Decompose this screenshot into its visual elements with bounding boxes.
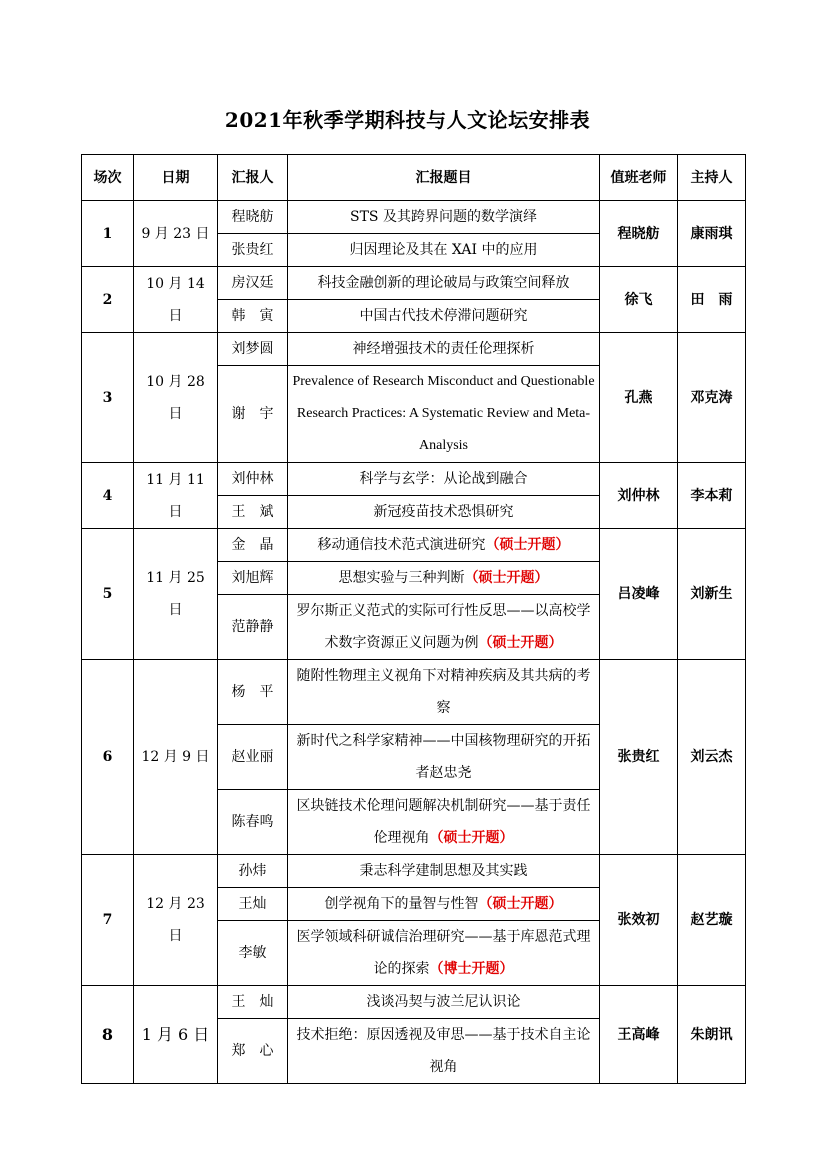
topic: Prevalence of Research Misconduct and Questionable Research Practices: A Systematic Review and Meta-Analysis (288, 366, 600, 463)
proposal-tag: （硕士开题） (478, 635, 563, 651)
table-row (82, 986, 746, 1019)
session-number: 5 (82, 529, 134, 660)
topic: 新冠疫苗技术恐惧研究 (288, 496, 600, 529)
presenter: 王 灿 (218, 986, 288, 1019)
topic: 浅谈冯契与波兰尼认识论 (288, 986, 600, 1019)
topic: 技术拒绝：原因透视及审思——基于技术自主论视角 (288, 1019, 600, 1084)
table-row (82, 267, 746, 300)
session-date: 10 月 28 日 (134, 333, 218, 463)
presenter: 王灿 (218, 888, 288, 921)
session-number: 2 (82, 267, 134, 333)
header-date: 日期 (134, 155, 218, 201)
header-topic: 汇报题目 (288, 155, 600, 201)
host: 赵艺璇 (678, 855, 746, 986)
topic: 移动通信技术范式演进研究（硕士开题） (288, 529, 600, 562)
table-row (82, 201, 746, 234)
topic: 罗尔斯正义范式的实际可行性反思——以高校学术数字资源正义问题为例（硕士开题） (288, 595, 600, 660)
presenter: 张贵红 (218, 234, 288, 267)
session-number: 6 (82, 660, 134, 855)
host: 田 雨 (678, 267, 746, 333)
page-title: 2021年秋季学期科技与人文论坛安排表 (224, 108, 591, 132)
presenter: 刘旭辉 (218, 562, 288, 595)
session-number: 4 (82, 463, 134, 529)
session-date: 11 月 11 日 (134, 463, 218, 529)
host: 朱朗讯 (678, 986, 746, 1084)
duty-teacher: 张贵红 (600, 660, 678, 855)
duty-teacher: 张效初 (600, 855, 678, 986)
topic: 神经增强技术的责任伦理探析 (288, 333, 600, 366)
host: 邓克涛 (678, 333, 746, 463)
duty-teacher: 徐飞 (600, 267, 678, 333)
header-session: 场次 (82, 155, 134, 201)
duty-teacher: 吕凌峰 (600, 529, 678, 660)
table-row (82, 855, 746, 888)
presenter: 刘仲林 (218, 463, 288, 496)
table-row (82, 463, 746, 496)
duty-teacher: 刘仲林 (600, 463, 678, 529)
topic: 思想实验与三种判断（硕士开题） (288, 562, 600, 595)
session-date: 9 月 23 日 (134, 201, 218, 267)
presenter: 赵业丽 (218, 725, 288, 790)
topic: 随附性物理主义视角下对精神疾病及其共病的考察 (288, 660, 600, 725)
proposal-tag: （博士开题） (429, 961, 514, 977)
session-date: 12 月 23 日 (134, 855, 218, 986)
presenter: 郑 心 (218, 1019, 288, 1084)
topic: 中国古代技术停滞问题研究 (288, 300, 600, 333)
topic: 区块链技术伦理问题解决机制研究——基于责任伦理视角（硕士开题） (288, 790, 600, 855)
topic: 新时代之科学家精神——中国核物理研究的开拓者赵忠尧 (288, 725, 600, 790)
presenter: 刘梦圆 (218, 333, 288, 366)
presenter: 王 斌 (218, 496, 288, 529)
duty-teacher: 程晓舫 (600, 201, 678, 267)
topic: STS 及其跨界问题的数学演绎 (288, 201, 600, 234)
presenter: 陈春鸣 (218, 790, 288, 855)
session-date: 11 月 25 日 (134, 529, 218, 660)
presenter: 范静静 (218, 595, 288, 660)
topic: 创学视角下的量智与性智（硕士开题） (288, 888, 600, 921)
proposal-tag: （硕士开题） (485, 537, 570, 553)
table-row (82, 529, 746, 562)
header-host: 主持人 (678, 155, 746, 201)
topic: 医学领域科研诚信治理研究——基于库恩范式理论的探索（博士开题） (288, 921, 600, 986)
presenter: 房汉廷 (218, 267, 288, 300)
topic: 归因理论及其在 XAI 中的应用 (288, 234, 600, 267)
header-teacher: 值班老师 (600, 155, 678, 201)
proposal-tag: （硕士开题） (478, 896, 563, 912)
proposal-tag: （硕士开题） (429, 830, 514, 846)
presenter: 杨 平 (218, 660, 288, 725)
presenter: 孙炜 (218, 855, 288, 888)
session-number: 1 (82, 201, 134, 267)
header-presenter: 汇报人 (218, 155, 288, 201)
host: 康雨琪 (678, 201, 746, 267)
duty-teacher: 孔燕 (600, 333, 678, 463)
session-date: 12 月 9 日 (134, 660, 218, 855)
session-date: 1 月 6 日 (134, 986, 218, 1084)
topic: 秉志科学建制思想及其实践 (288, 855, 600, 888)
session-number: 3 (82, 333, 134, 463)
table-row (82, 333, 746, 366)
host: 刘云杰 (678, 660, 746, 855)
session-date: 10 月 14 日 (134, 267, 218, 333)
session-number: 7 (82, 855, 134, 986)
host: 李本莉 (678, 463, 746, 529)
presenter: 程晓舫 (218, 201, 288, 234)
duty-teacher: 王高峰 (600, 986, 678, 1084)
presenter: 谢 宇 (218, 366, 288, 463)
presenter: 李敏 (218, 921, 288, 986)
proposal-tag: （硕士开题） (464, 570, 549, 586)
session-number: 8 (82, 986, 134, 1084)
presenter: 金 晶 (218, 529, 288, 562)
presenter: 韩 寅 (218, 300, 288, 333)
schedule-table (81, 154, 746, 1084)
table-row (82, 660, 746, 725)
topic: 科技金融创新的理论破局与政策空间释放 (288, 267, 600, 300)
host: 刘新生 (678, 529, 746, 660)
header-row (82, 155, 746, 201)
topic: 科学与玄学：从论战到融合 (288, 463, 600, 496)
